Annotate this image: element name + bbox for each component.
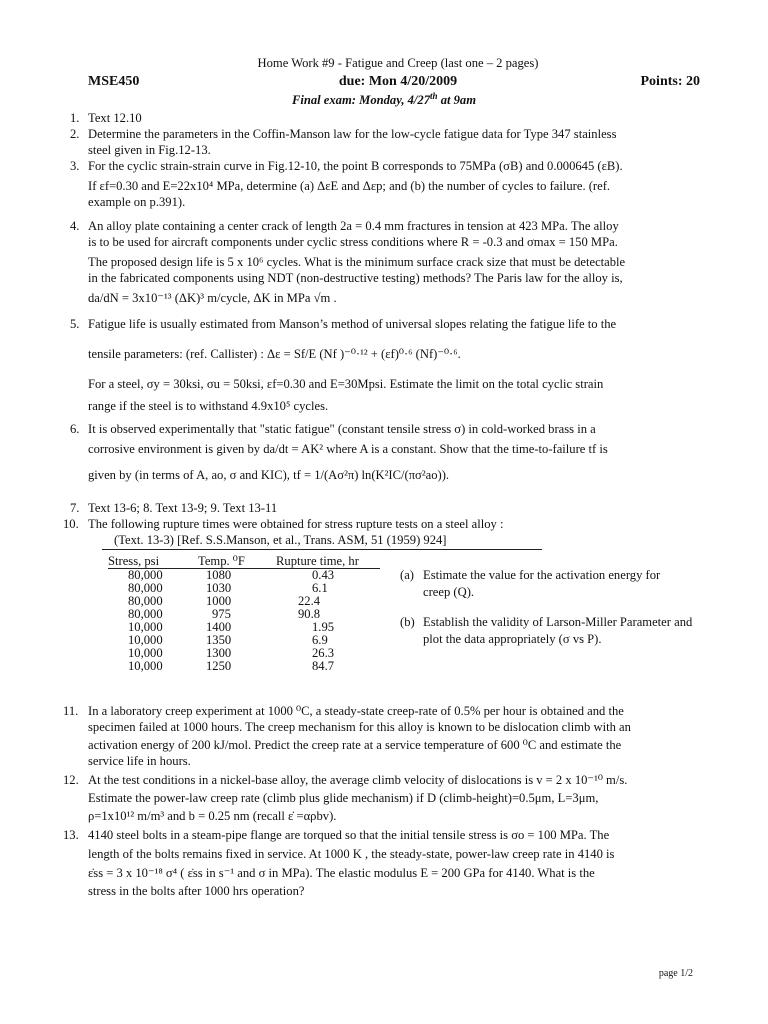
mansons-equation: tensile parameters: (ref. Callister) : Δε = Sf/E (Nf )⁻⁰·¹² + (εf)⁰·⁶ (Nf)⁻⁰·⁶. — [88, 347, 461, 361]
question-3: 3. For the cyclic strain-strain curve in Fig.12-10, the point B corresponds to 75MPa (σB) and 0.000645 (εB). If εf=0.30 and E=22x10⁴ MPa, determine (a) ΔεE and Δεp; and (b) the number of cycles to failure. (ref. example on p.391). — [70, 159, 623, 209]
part-b: (b) Establish the validity of Larson-Miller Parameter and plot the data appropriately (σ vs P). — [400, 615, 693, 646]
question-7: 7. Text 13-6; 8. Text 13-9; 9. Text 13-11 — [70, 501, 278, 515]
table-row: 80,000 1030 6.1 — [128, 581, 328, 595]
table-row: 80,000 975 90.8 — [128, 607, 321, 621]
table-row: 10,000 1400 1.95 — [128, 620, 335, 634]
question-5: 5. Fatigue life is usually estimated from Manson’s method of universal slopes relating the fatigue life to the tensile parameters: (ref. Callister) : Δε = Sf/E (Nf )⁻⁰·¹² + (εf)⁰·⁶ (Nf)⁻⁰·⁶. For a steel, σy = 30ksi, σu = 50ksi, εf=0.30 and E=30Mpsi. Estimate the limit on the total cyclic strain range if the steel is to withstand 4.9x10⁵ cycles. — [88, 316, 728, 414]
final-exam-note: Final exam: Monday, 4/27th at 9am — [291, 91, 477, 107]
table-row: 80,000 1080 0.43 — [128, 568, 335, 582]
question-6: 6. It is observed experimentally that "static fatigue" (constant tensile stress σ) in cold-worked brass in a corrosive environment is given by da/dt = AK² where A is a constant. Show that the time-to-failure tf is given by (in terms of A, ao, σ and KIC), tf = 1/(Aσ²π) ln(K²IC/(πσ²ao)). — [88, 421, 728, 483]
rupture-time-table — [108, 555, 386, 673]
time-to-failure-equation: given by (in terms of A, ao, σ and KIC), tf = 1/(Aσ²π) ln(K²IC/(πσ²ao)). — [88, 468, 450, 482]
table-row: 10,000 1350 6.9 — [128, 633, 328, 647]
page-number: page 1/2 — [658, 968, 693, 979]
document-title: Home Work #9 - Fatigue and Creep (last one – 2 pages) — [257, 56, 539, 70]
question-4: 4. An alloy plate containing a center crack of length 2a = 0.4 mm fractures in tension at 423 MPa. The alloy is to be used for aircraft components under cyclic stress conditions where R = -0.3 and σmax = 150 MPa. The proposed design life is 5 x 10⁶ cycles. What is the minimum surface crack size that must be detectable in the fabricated components using NDT (non-destructive testing) methods? The Paris law for the alloy is, da/dN = 3x10⁻¹³ (ΔK)³ m/cycle, ΔK in MPa √m . — [70, 219, 626, 305]
question-1: 1. Text 12.10 — [70, 111, 142, 125]
question-2: 2. Determine the parameters in the Coffin-Manson law for the low-cycle fatigue data for Type 347 stainless steel given in Fig.12-13. — [70, 127, 617, 157]
part-a: (a) Estimate the value for the activation energy for creep (Q). — [400, 568, 661, 599]
question-11: 11. In a laboratory creep experiment at 1000 ⁰C, a steady-state creep-rate of 0.5% per hour is obtained and the specimen failed at 1000 hours. The creep mechanism for this alloy is known to be dislocation climb with an activation energy of 200 kJ/mol. Predict the creep rate at a service temperature of 600 ⁰C and estimate the service life in hours. — [63, 704, 631, 768]
question-13: 13. 4140 steel bolts in a steam-pipe flange are torqued so that the initial tensile stress is σo = 100 MPa. The length of the bolts remains fixed in service. At 1000 K , the steady-state, power-law creep rate in 4140 is ε̇ss = 3 x 10⁻¹⁸ σ⁴ ( ε̇ss in s⁻¹ and σ in MPa). The elastic modulus E = 200 GPa for 4140. What is the stress in the bolts after 1000 hrs operation? — [63, 828, 615, 898]
table-header: Temp. ⁰F — [198, 554, 245, 568]
table-header-row — [108, 555, 386, 568]
table-top-rule — [102, 549, 542, 550]
table-row: 10,000 1300 26.3 — [128, 646, 335, 660]
question-12: 12. At the test conditions in a nickel-base alloy, the average climb velocity of dislocations is v = 2 x 10⁻¹⁰ m/s. Estimate the power-law creep rate (climb plus glide mechanism) if D (climb-height)=0.5μm, L=3μm, ρ=1x10¹² m/m³ and b = 0.25 nm (recall ε̇ =αρbv). — [63, 773, 628, 823]
table-row: 80,000 1000 22.4 — [128, 594, 321, 608]
question-10: 10. The following rupture times were obtained for stress rupture tests on a steel alloy : (Text. 13-3) [Ref. S.S.Manson, et al., Trans. ASM, 51 (1959) 924] — [63, 517, 504, 547]
table-header: Rupture time, hr — [276, 554, 359, 568]
points: Points: 20 — [640, 74, 700, 89]
table-header: Stress, psi — [108, 554, 160, 568]
table-row: 10,000 1250 84.7 — [128, 659, 335, 673]
due-date: due: Mon 4/20/2009 — [338, 74, 458, 89]
course-code: MSE450 — [88, 74, 140, 89]
